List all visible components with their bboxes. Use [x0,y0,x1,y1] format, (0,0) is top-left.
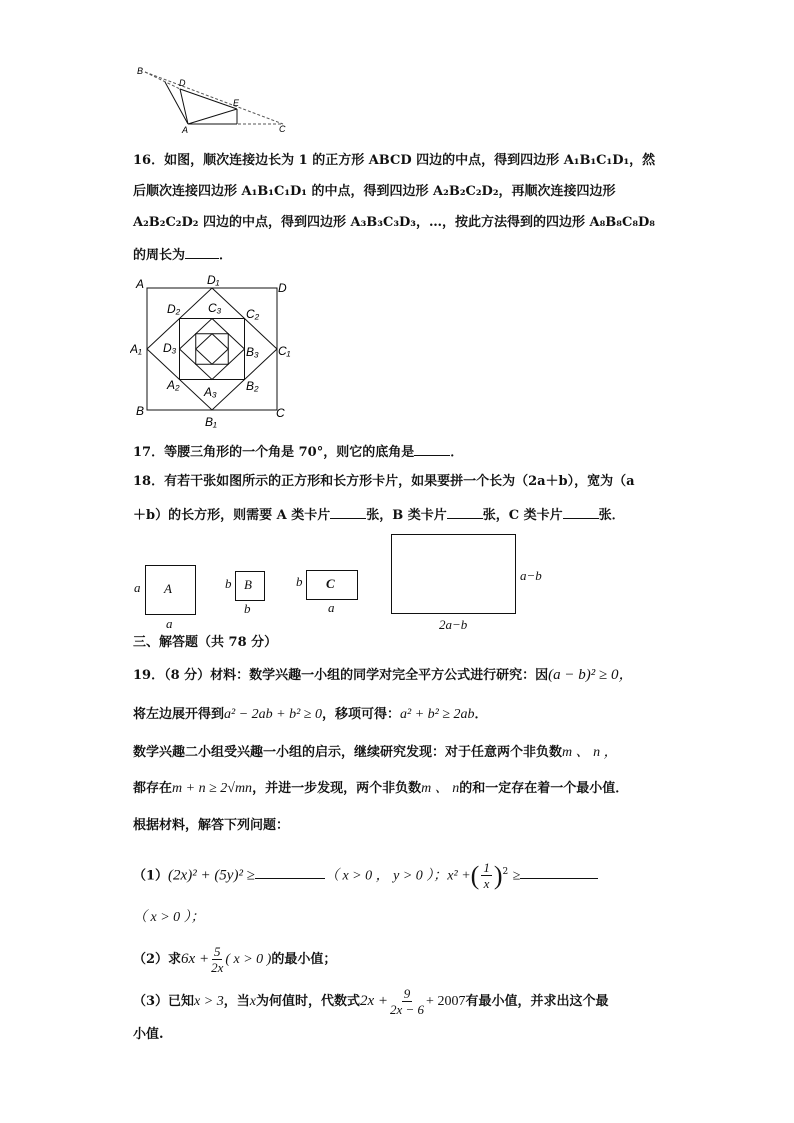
q17-answer-blank[interactable] [414,443,450,456]
nested-squares-figure [130,275,300,435]
q19-l3-text: 数学兴趣二小组受兴趣一小组的启示，继续研究发现：对于任意两个非负数 [133,745,563,760]
card-A-bottom: a [166,616,173,631]
q16-line-4 [133,246,232,264]
q19-part-1: （1）(2x)² + (5y)² ≥ （ x > 0 ， y > 0 ）；x² +( $\frac{1}{x}$ )$^2$ ≥ [133,857,598,891]
q19-p1-fraction [481,860,492,891]
q19-p2-frac-den: 2x [211,960,224,975]
sq-label-C: C [276,406,285,420]
card-C-bottom: a [328,600,335,615]
q19-l3-vars: m 、 n ， [562,745,618,760]
q19-p2-fraction [211,944,223,975]
card-C-name: C [326,576,335,591]
q17-line [133,443,463,461]
q19-p2-formula: 6x + [181,951,210,967]
big-rect-right-label: a−b [520,568,542,583]
sq-label-A: A [136,277,145,291]
q19-line-5: 根据材料，解答下列问题： [133,818,290,833]
section-heading: 三、解答题（共 78 分） [133,635,278,650]
q17-period: ． [450,445,464,460]
q19-p1-cond2-line [133,910,205,926]
q19-p1-frac-den: x [483,876,490,892]
q19-p1-label: （1） [133,868,169,884]
q19-p3-mid2: 为何值时，代数式 [255,994,360,1009]
q19-l2-mid: ，移项可得： [322,707,401,722]
q19-l4-prefix: 都存在 [133,781,173,796]
q18-blank-b[interactable] [447,506,483,519]
label-C: C [279,124,286,134]
q19-l4-end: 的和一定存在着一个最小值． [459,781,629,796]
q16-answer-blank[interactable] [185,246,219,259]
q19-p3-last-line: 小值. [133,1027,164,1042]
q19-p2-label: （2）求 [133,952,182,967]
q19-p3-var: x [249,994,256,1009]
q19-p2-end: 的最小值； [271,952,337,967]
big-rect-bottom-label: 2a−b [439,617,468,632]
q16-period: ． [219,248,233,263]
q19-l2-prefix: 将左边展开得到 [133,707,225,722]
q19-p2-cond: ( x > 0 ) [225,952,272,967]
sq-label-D1: D₁ [207,275,220,287]
q16-text-end: 的周长为 [133,248,186,263]
sq-label-C3: C₃ [208,301,222,315]
q19-line-1 [133,667,634,684]
card-A-name: A [164,581,172,596]
q19-p3-frac-num: 9 [403,986,411,1001]
q19-p1-blank-1[interactable] [255,866,325,879]
q18-text-c: 张，C 类卡片 [482,508,563,523]
q19-part-2 [133,944,336,975]
card-big-rectangle [391,534,516,614]
q18-text-b: 张，B 类卡片 [366,508,447,523]
sq-label-A1: A₁ [130,342,142,356]
sq-label-C2: C₂ [246,307,260,321]
q19-p3-fraction [390,986,424,1017]
label-A: A [182,125,189,135]
card-C-side: b [296,574,303,589]
q19-p3-end: 有最小值，并求出这个最 [465,994,609,1009]
q19-formula-4: m + n ≥ 2√mn [172,781,253,796]
q19-formula-3: a² + b² ≥ 2ab [400,707,475,722]
q16-line-3: A₂B₂C₂D₂ 四边的中点，得到四边形 A₃B₃C₃D₃，…，按此方法得到的四边形 A₈B₈C₈D₈ [133,215,655,230]
q19-line-3 [133,745,618,761]
q19-p3-mid1: ，当 [223,994,250,1009]
card-A-side: a [134,580,141,595]
q18-text-a: ＋b）的长方形，则需要 A 类卡片 [133,508,331,523]
q19-p1-blank-2[interactable] [520,866,598,879]
q19-l4-suffix: ，并进一步发现，两个非负数 [252,781,422,796]
card-B-side: b [225,576,232,591]
q16-line-2: 后顺次连接四边形 A₁B₁C₁D₁ 的中点，得到四边形 A₂B₂C₂D₂，再顺次连接四边形 [133,184,616,199]
sq-label-D3: D₃ [163,341,177,355]
q18-blank-a[interactable] [330,506,366,519]
q19-p1-frac-num: 1 [483,860,490,876]
q19-formula-1: (a − b)² ≥ 0， [548,667,634,683]
q17-text: 17．等腰三角形的一个角是 70°，则它的底角是 [133,445,415,460]
sq-label-B1: B₁ [205,415,217,429]
sq-label-B: B [136,404,145,418]
q19-p1-formula: (2x)² + (5y)² ≥ [168,867,255,884]
q19-p2-frac-num: 5 [213,944,221,959]
sq-label-B3: B₃ [246,345,259,359]
q18-blank-c[interactable] [563,506,599,519]
label-E: E [233,98,240,108]
sq-label-D: D [278,281,287,295]
q19-l4-vars: m 、 n [421,781,460,796]
sq-label-C1: C₁ [278,344,291,358]
q19-line-4 [133,781,628,797]
q19-p3-formula: 2x + [359,993,388,1009]
q19-p1-cond2: （ x > 0 ）； [133,910,205,925]
q19-p3-frac-den: 2x − 6 [390,1002,425,1017]
q19-part-3 [133,986,608,1017]
q18-text-d: 张． [598,508,625,523]
q18-line-2 [133,506,625,524]
q19-p1-formula-2: x² + [447,868,471,884]
q19-p1-cond: （ x > 0 ， y > 0 ）； [324,868,448,884]
triangle-figure [135,64,295,136]
q19-p3-cond: x > 3 [194,994,224,1009]
label-B: B [137,66,144,76]
card-B-bottom: b [244,601,251,616]
sq-label-A2: A₂ [167,378,180,392]
q19-p1-ge: ≥ [512,868,521,884]
q19-l2-end: ． [474,707,488,722]
sq-label-A3: A₃ [204,385,217,399]
sq-label-D2: D₂ [167,302,181,316]
q18-line-1: 18．有若干张如图所示的正方形和长方形卡片，如果要拼一个长为（2a＋b），宽为（a [133,474,635,489]
sq-label-B2: B₂ [246,379,259,393]
card-B-name: B [244,577,252,592]
q19-intro: 19．（8 分）材料：数学兴趣一小组的同学对完全平方公式进行研究：因 [133,668,549,683]
q19-p3-const: + 2007 [426,994,466,1009]
q19-formula-2: a² − 2ab + b² ≥ 0 [224,707,322,722]
q16-line-1: 16．如图，顺次连接边长为 1 的正方形 ABCD 四边的中点，得到四边形 A₁B₁C₁D₁，然 [133,153,656,168]
q19-line-2 [133,707,488,723]
q19-p3-label: （3）已知 [133,994,195,1009]
label-D: D [179,78,186,88]
